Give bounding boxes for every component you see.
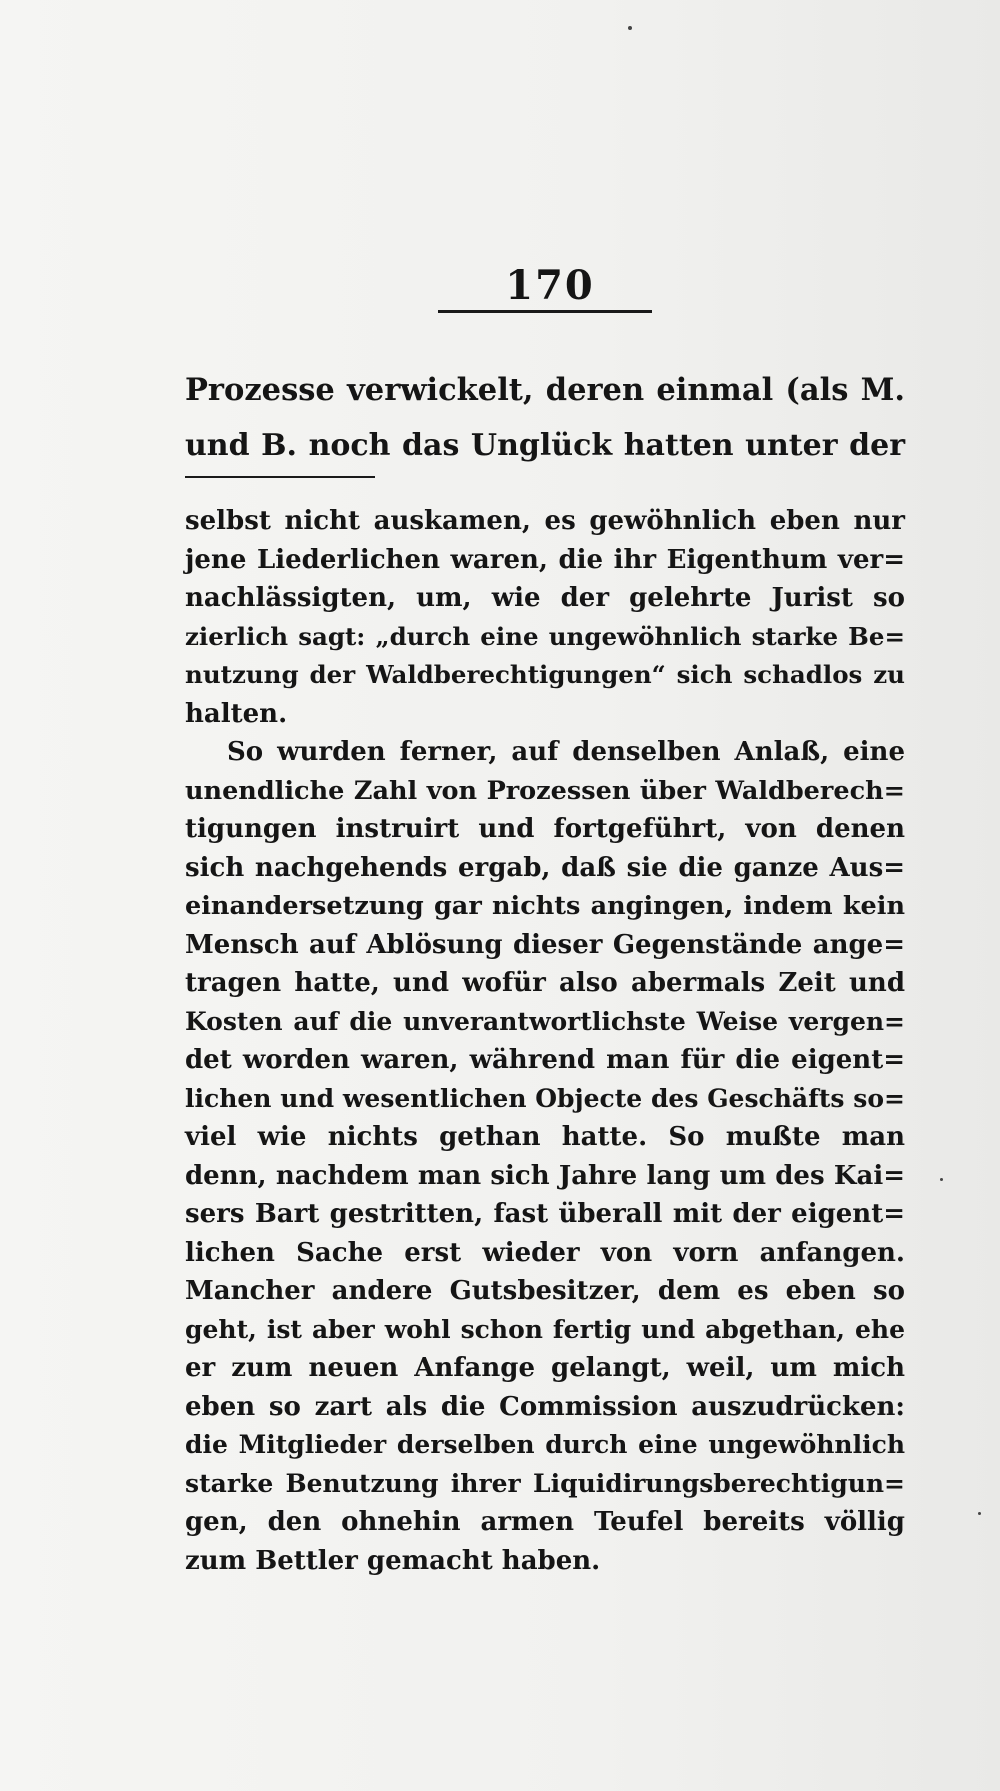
footnote-line: nachlässigten, um, wie der gelehrte Jurist so <box>185 583 905 613</box>
footnote-line: selbst nicht auskamen, es gewöhnlich eben nur <box>185 506 905 536</box>
footnote-line: nutzung der Waldberechtigungen“ sich schadlos zu <box>185 660 905 689</box>
footnote-line: lichen Sache erst wieder von vorn anfangen. <box>185 1237 905 1268</box>
footnote-line: jene Liederlichen waren, die ihr Eigenthum ver= <box>185 544 905 575</box>
footnote-line: lichen und wesentlichen Objecte des Geschäfts so= <box>185 1083 905 1113</box>
footnote-line: eben so zart als die Commission auszudrücken: <box>185 1391 905 1422</box>
footnote-line: zierlich sagt: „durch eine ungewöhnlich starke Be= <box>185 621 905 651</box>
header-rule <box>438 310 652 313</box>
footnote-line: die Mitglieder derselben durch eine ungewöhnlich <box>185 1430 905 1459</box>
footnote-line: tragen hatte, und wofür also abermals Zeit und <box>185 968 905 998</box>
footnote-rule <box>185 476 375 478</box>
footnote-line: viel wie nichts gethan hatte. So mußte man <box>185 1122 905 1152</box>
footnote-line: halten. <box>185 698 288 729</box>
footnote-text <box>185 502 905 1580</box>
footnote-line: Mensch auf Ablösung dieser Gegenstände ange= <box>185 929 905 960</box>
footnote-line: det worden waren, während man für die eigent= <box>185 1045 905 1075</box>
footnote-line: zum Bettler gemacht haben. <box>185 1545 601 1576</box>
footnote-line: gen, den ohnehin armen Teufel bereits völlig <box>185 1507 905 1537</box>
paper-speck <box>940 1178 943 1181</box>
footnote-line: sich nachgehends ergab, daß sie die ganze Aus= <box>185 852 905 883</box>
paper-speck <box>978 1512 981 1515</box>
main-text-line: Prozesse verwickelt, deren einmal (als M. <box>185 372 905 408</box>
paper-speck <box>628 26 632 30</box>
footnote-line: denn, nachdem man sich Jahre lang um des Kai= <box>185 1160 905 1191</box>
main-text <box>185 362 905 474</box>
footnote-line: Kosten auf die unverantwortlichste Weise vergen= <box>185 1006 905 1036</box>
footnote-line: tigungen instruirt und fortgeführt, von denen <box>185 814 905 844</box>
footnote-line: So wurden ferner, auf denselben Anlaß, eine <box>227 737 905 767</box>
footnote-line: sers Bart gestritten, fast überall mit der eigent= <box>185 1199 905 1229</box>
footnote-line: geht, ist aber wohl schon fertig und abgethan, ehe <box>185 1314 905 1344</box>
footnote-line: unendliche Zahl von Prozessen über Waldberech= <box>185 775 905 806</box>
footnote-line: er zum neuen Anfange gelangt, weil, um mich <box>185 1353 905 1383</box>
footnote-line: starke Benutzung ihrer Liquidirungsberechtigun= <box>185 1468 905 1498</box>
main-text-line: und B. noch das Unglück hatten unter der <box>185 428 905 463</box>
footnote-line: Mancher andere Gutsbesitzer, dem es eben so <box>185 1276 905 1306</box>
footnote-line: einandersetzung gar nichts angingen, indem kein <box>185 891 905 921</box>
page-number: 170 <box>505 262 595 309</box>
